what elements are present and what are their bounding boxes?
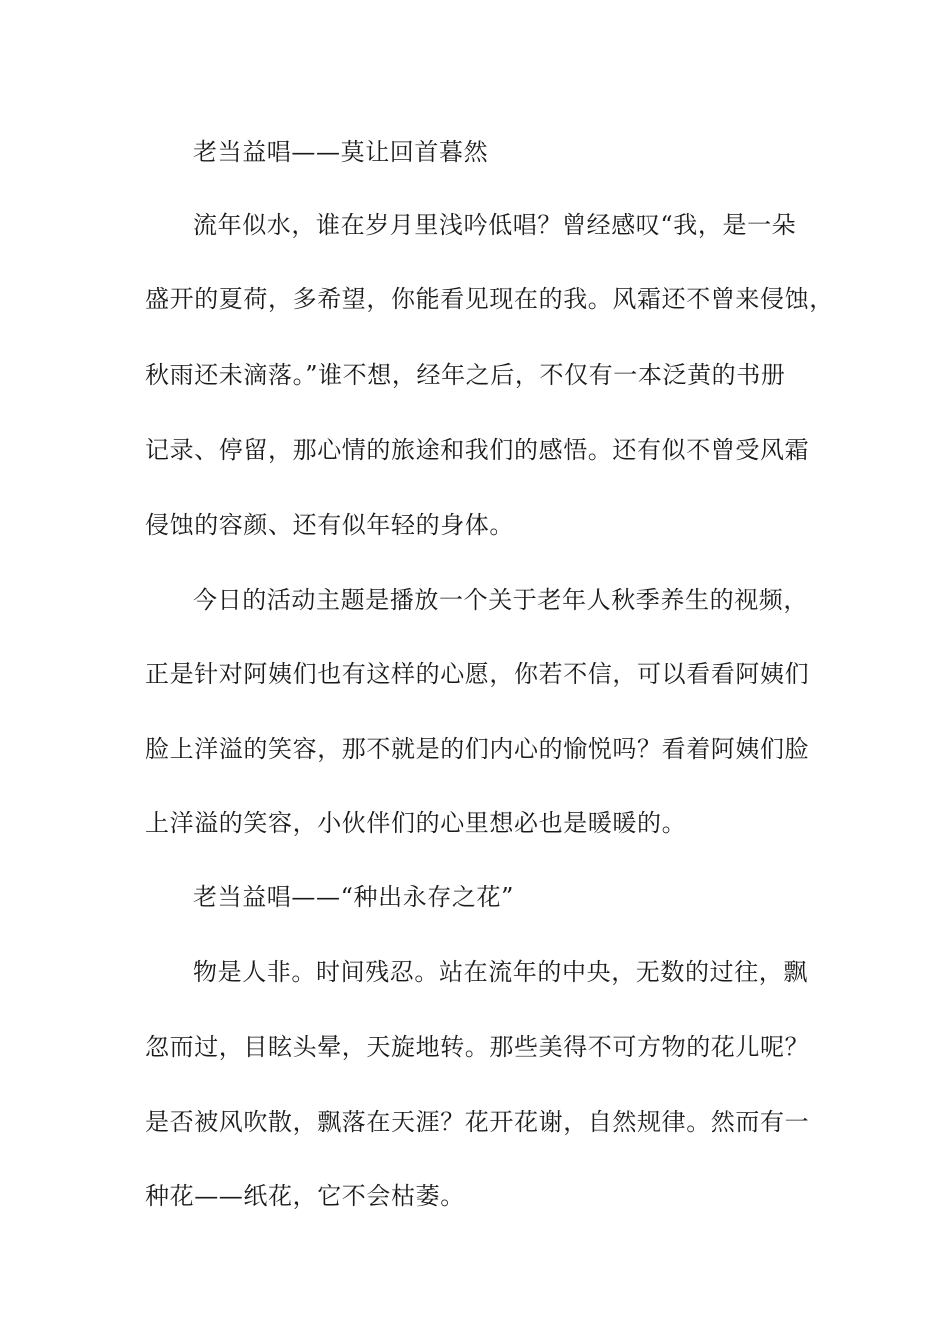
paragraph-line: 是否被风吹散，飘落在天涯？花开花谢，自然规律。然而有一 — [145, 1108, 810, 1136]
paragraph-line: 脸上洋溢的笑容，那不就是的们内心的愉悦吗？看着阿姨们脸 — [145, 735, 810, 763]
paragraph-line: 侵蚀的容颜、还有似年轻的身体。 — [145, 511, 514, 539]
paragraph-line: 流年似水，谁在岁月里浅吟低唱？曾经感叹“我，是一朵 — [193, 211, 797, 239]
paragraph-line: 记录、停留，那心情的旅途和我们的感悟。还有似不曾受风霜 — [145, 436, 810, 464]
paragraph-line: 上洋溢的笑容，小伙伴们的心里想必也是暖暖的。 — [145, 809, 687, 837]
paragraph-line: 正是针对阿姨们也有这样的心愿，你若不信，可以看看阿姨们 — [145, 660, 810, 688]
section-heading: 老当益唱——“种出永存之花” — [193, 883, 514, 911]
section-heading: 老当益唱——莫让回首暮然 — [193, 138, 489, 166]
paragraph-line: 今日的活动主题是播放一个关于老年人秋季养生的视频， — [193, 586, 808, 614]
paragraph-line: 种花——纸花，它不会枯萎。 — [145, 1182, 465, 1210]
paragraph-line: 物是人非。时间残忍。站在流年的中央，无数的过往，飘 — [193, 958, 808, 986]
paragraph-line: 秋雨还未滴落。”谁不想，经年之后，不仅有一本泛黄的书册 — [145, 361, 786, 389]
paragraph-line: 盛开的夏荷，多希望，你能看见现在的我。风霜还不曾来侵蚀， — [145, 285, 834, 313]
paragraph-line: 忽而过，目眩头晕，天旋地转。那些美得不可方物的花儿呢？ — [145, 1033, 810, 1061]
